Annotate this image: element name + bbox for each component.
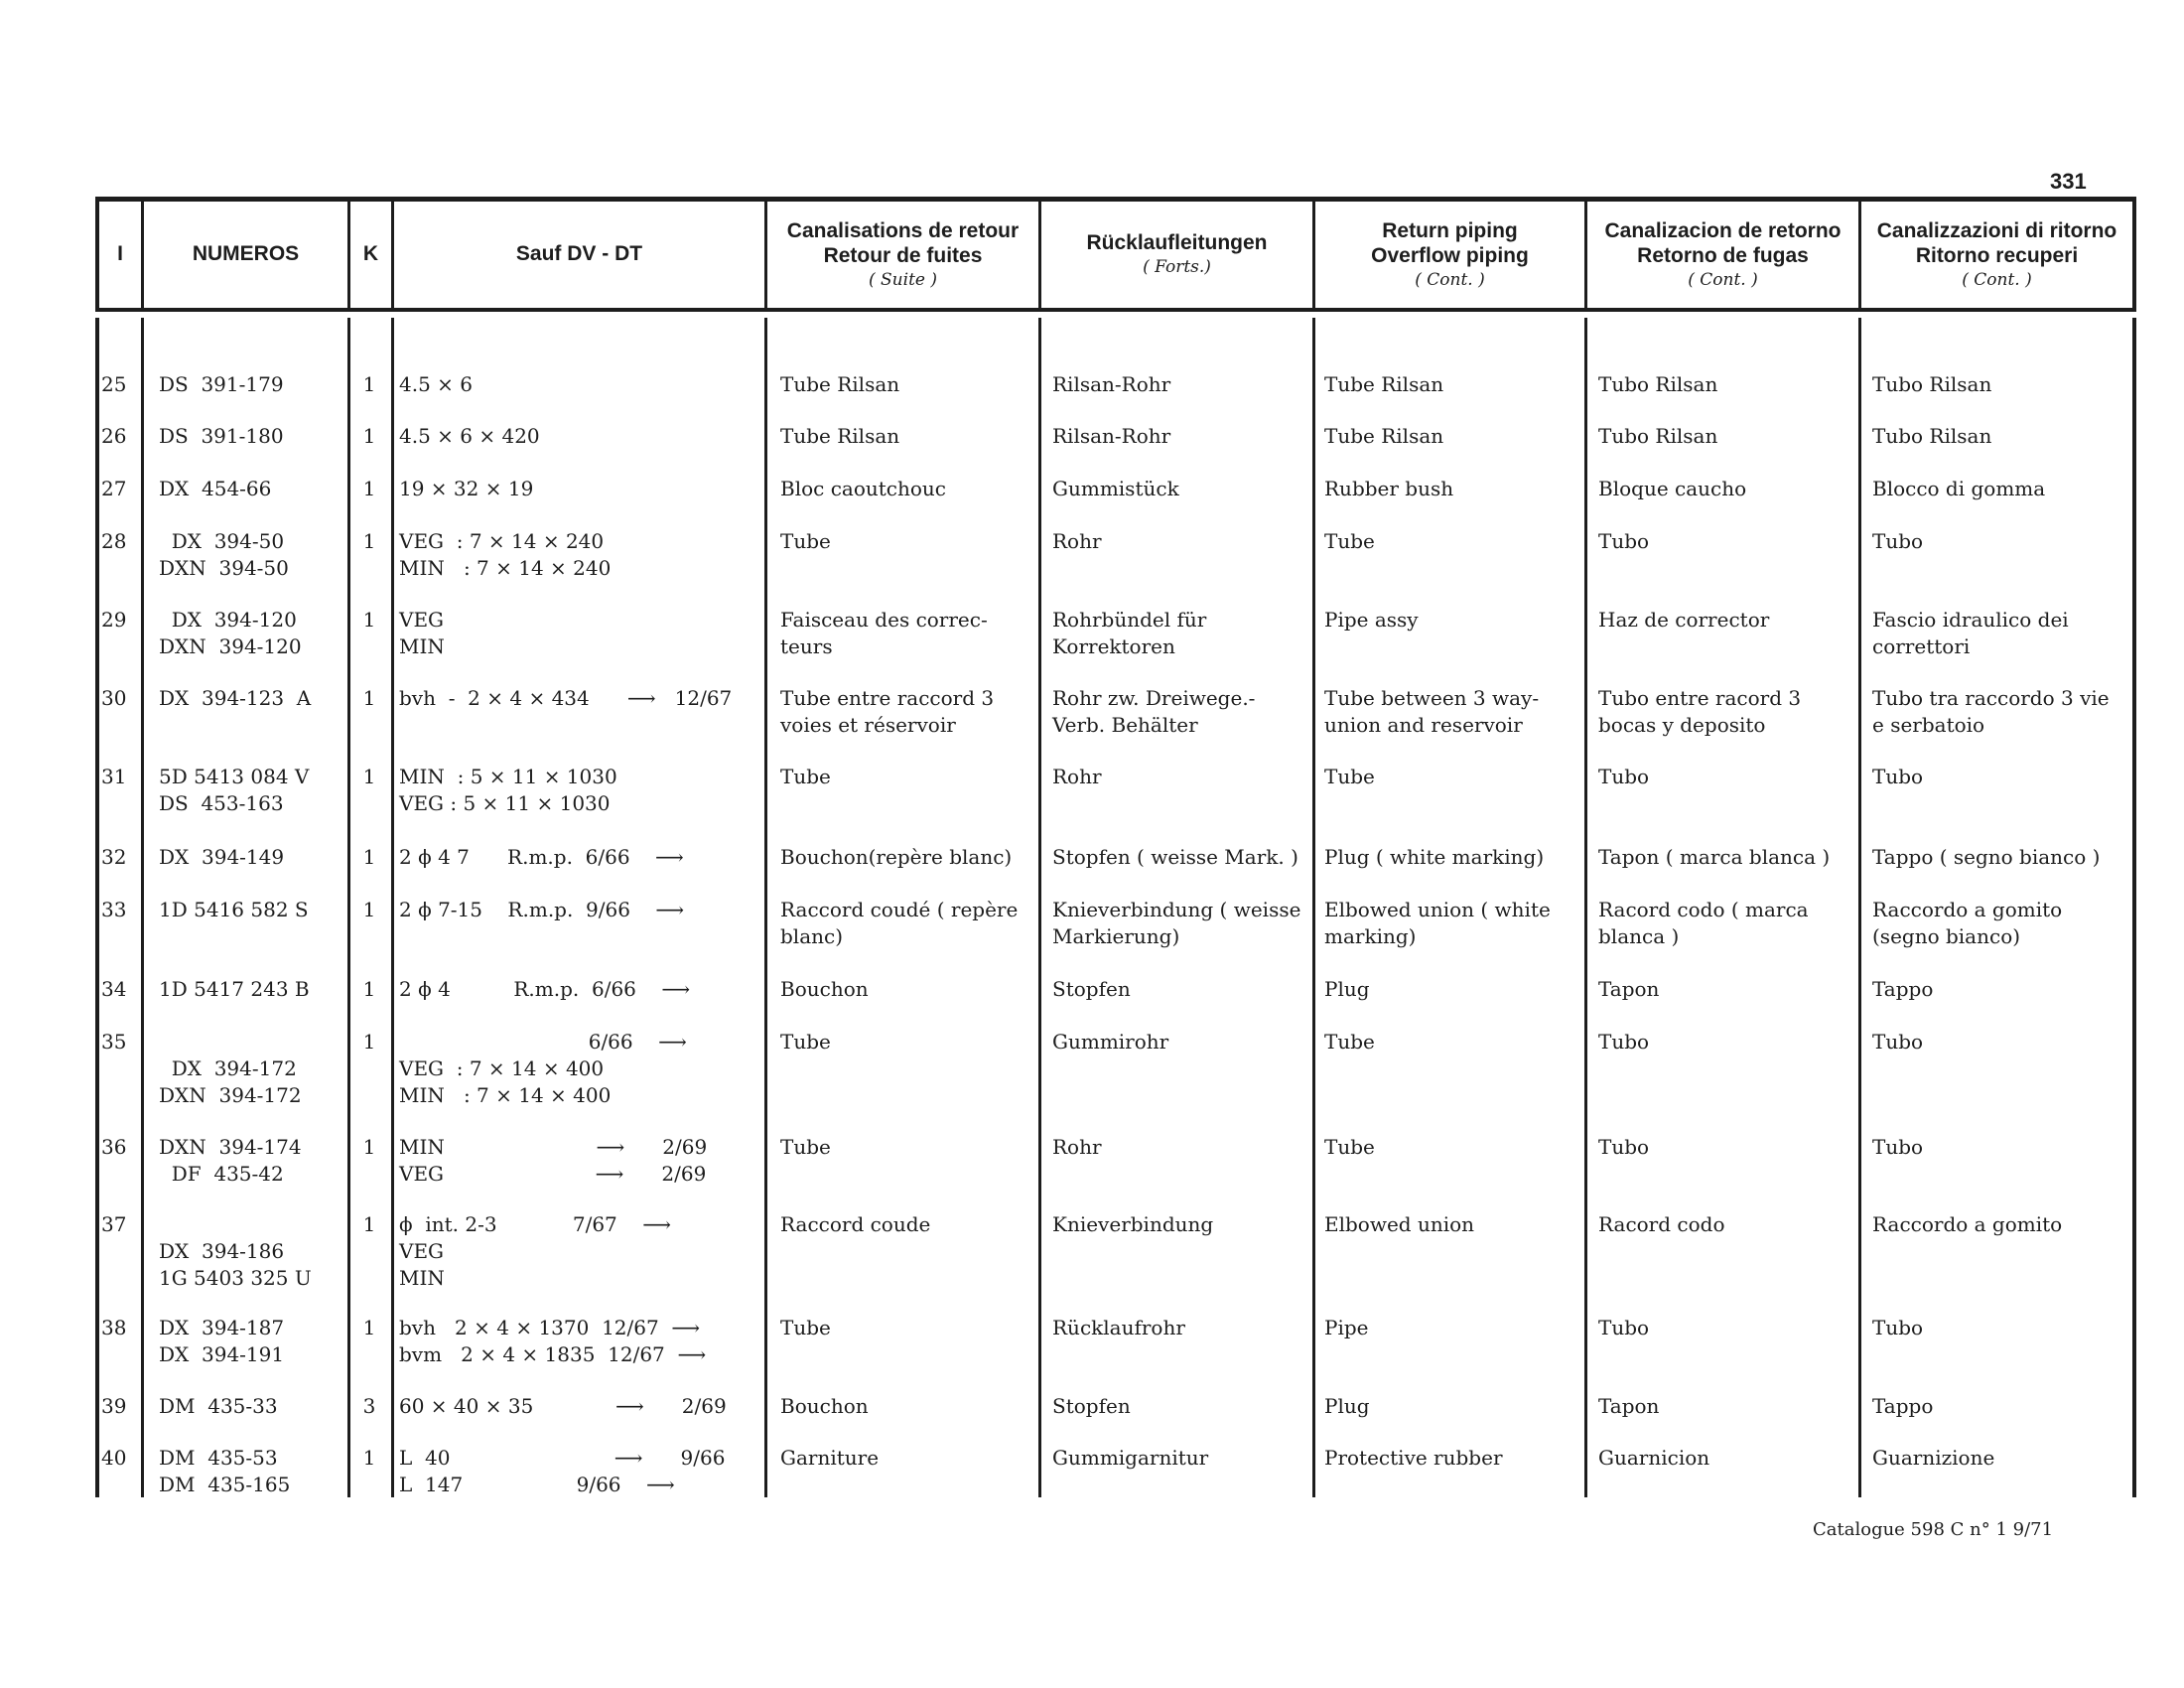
row-es: Bloque caucho: [1598, 477, 1747, 500]
row-de: Rohr: [1052, 1135, 1102, 1159]
row-index: 37: [101, 1212, 127, 1236]
row-de: Rohr zw. Dreiwege.- Verb. Behälter: [1052, 686, 1256, 737]
row-de: Gummistück: [1052, 477, 1179, 500]
row-de: Stopfen: [1052, 977, 1131, 1001]
row-it: Tappo: [1872, 1394, 1934, 1418]
row-fr: Tube Rilsan: [780, 372, 900, 396]
row-sauf: VEG : 7 × 14 × 240 MIN : 7 × 14 × 240: [399, 529, 612, 580]
row-de: Rohr: [1052, 529, 1102, 553]
header-fr-line2: Retour de fuites: [823, 243, 983, 267]
column-rule: [1584, 318, 1587, 1497]
row-numeros: DX 394-123 A: [159, 686, 312, 710]
row-sauf: MIN : 5 × 11 × 1030 VEG : 5 × 11 × 1030: [399, 765, 617, 815]
header-col-fr: [767, 201, 1038, 308]
row-fr: Bouchon: [780, 1394, 869, 1418]
row-index: 27: [101, 477, 127, 500]
row-sauf: bvh 2 × 4 × 1370 12/67 ⟶ bvm 2 × 4 × 1835 12/67 ⟶: [399, 1316, 707, 1366]
row-en: Tube: [1324, 1135, 1375, 1159]
row-es: Tubo: [1598, 765, 1650, 788]
column-rule: [141, 318, 144, 1497]
row-en: Tube between 3 way- union and reservoir: [1324, 686, 1540, 737]
row-sauf: 19 × 32 × 19: [399, 477, 534, 500]
column-rule: [1038, 318, 1041, 1497]
row-it: Raccordo a gomito: [1872, 1212, 2063, 1236]
row-index: 31: [101, 765, 127, 788]
header-col-sauf-label: Sauf DV - DT: [515, 242, 643, 266]
row-it: Raccordo a gomito (segno bianco): [1872, 898, 2063, 948]
row-index: 36: [101, 1135, 127, 1159]
row-de: Knieverbindung: [1052, 1212, 1214, 1236]
row-en: Plug: [1324, 977, 1370, 1001]
row-k: 1: [362, 1212, 376, 1236]
row-fr: Garniture: [780, 1446, 880, 1470]
row-en: Tube Rilsan: [1324, 372, 1444, 396]
header-col-numeros: [144, 201, 347, 308]
header-it-sub: ( Cont. ): [1962, 269, 2032, 290]
row-it: Tubo Rilsan: [1872, 424, 1992, 448]
row-fr: Tube: [780, 1316, 831, 1339]
header-col-k: [350, 201, 391, 308]
header-de-line1: Rücklaufleitungen: [1086, 231, 1268, 255]
row-numeros: DX 454-66: [159, 477, 272, 500]
row-en: Tube: [1324, 1030, 1375, 1054]
row-index: 32: [101, 845, 127, 869]
row-sauf: 2 ϕ 7-15 R.m.p. 9/66 ⟶: [399, 898, 685, 921]
row-de: Gummigarnitur: [1052, 1446, 1209, 1470]
row-index: 33: [101, 898, 127, 921]
row-en: Tube: [1324, 765, 1375, 788]
row-numeros: DX 394-149: [159, 845, 285, 869]
row-en: Tube Rilsan: [1324, 424, 1444, 448]
column-rule: [764, 318, 767, 1497]
page-number: 331: [2050, 169, 2087, 194]
row-it: Tappo ( segno bianco ): [1872, 845, 2101, 869]
row-en: Rubber bush: [1324, 477, 1454, 500]
catalogue-reference: Catalogue 598 C n° 1 9/71: [1813, 1519, 2054, 1540]
row-de: Knieverbindung ( weisse Markierung): [1052, 898, 1301, 948]
row-es: Tubo Rilsan: [1598, 424, 1718, 448]
row-numeros: DX 394-186 1G 5403 325 U: [159, 1239, 312, 1290]
row-index: 35: [101, 1030, 127, 1054]
row-numeros: DM 435-53 DM 435-165: [159, 1446, 291, 1496]
header-col-de: [1041, 201, 1312, 308]
row-sauf: MIN ⟶ 2/69 VEG ⟶ 2/69: [399, 1135, 708, 1186]
row-de: Rücklaufrohr: [1052, 1316, 1185, 1339]
parts-table: [95, 197, 2136, 1497]
header-en-line2: Overflow piping: [1371, 243, 1529, 267]
row-de: Stopfen: [1052, 1394, 1131, 1418]
row-numeros: 5D 5413 084 V DS 453-163: [159, 765, 310, 815]
header-en-line1: Return piping: [1382, 218, 1518, 242]
row-it: Blocco di gomma: [1872, 477, 2046, 500]
row-de: Rohrbündel für Korrektoren: [1052, 608, 1207, 658]
header-col-numeros-label: NUMEROS: [192, 242, 300, 266]
column-rule: [95, 318, 99, 1497]
row-numeros: DXN 394-174 DF 435-42: [159, 1135, 302, 1186]
row-it: Tappo: [1872, 977, 1934, 1001]
row-numeros: DM 435-33: [159, 1394, 278, 1418]
row-k: 1: [362, 898, 376, 921]
row-sauf: bvh - 2 × 4 × 434 ⟶ 12/67: [399, 686, 733, 710]
row-k: 1: [362, 608, 376, 632]
row-sauf: ϕ int. 2-3 7/67 ⟶ VEG MIN: [399, 1212, 671, 1290]
row-fr: Tube: [780, 1135, 831, 1159]
row-k: 1: [362, 477, 376, 500]
table-header-rule: [95, 308, 2136, 312]
row-en: Plug: [1324, 1394, 1370, 1418]
row-sauf: 60 × 40 × 35 ⟶ 2/69: [399, 1394, 727, 1418]
header-es-sub: ( Cont. ): [1688, 269, 1758, 290]
column-rule: [2132, 318, 2136, 1497]
row-it: Fascio idraulico dei correttori: [1872, 608, 2069, 658]
row-en: Protective rubber: [1324, 1446, 1503, 1470]
row-fr: Tube: [780, 1030, 831, 1054]
row-es: Tubo: [1598, 1030, 1650, 1054]
row-k: 1: [362, 1135, 376, 1159]
row-en: Elbowed union: [1324, 1212, 1475, 1236]
row-fr: Bloc caoutchouc: [780, 477, 946, 500]
row-index: 34: [101, 977, 127, 1001]
column-rule: [1312, 318, 1315, 1497]
row-fr: Raccord coude: [780, 1212, 931, 1236]
row-numeros: DX 394-187 DX 394-191: [159, 1316, 285, 1366]
row-sauf: L 40 ⟶ 9/66 L 147 9/66 ⟶: [399, 1446, 726, 1496]
row-it: Tubo: [1872, 1135, 1924, 1159]
row-sauf: 4.5 × 6 × 420: [399, 424, 540, 448]
row-k: 1: [362, 977, 376, 1001]
header-col-i: [99, 201, 141, 308]
row-es: Tubo entre racord 3 bocas y deposito: [1598, 686, 1802, 737]
row-k: 3: [362, 1394, 376, 1418]
row-k: 1: [362, 529, 376, 553]
row-numeros: 1D 5417 243 B: [159, 977, 310, 1001]
header-col-i-label: I: [117, 242, 123, 266]
row-sauf: 6/66 ⟶ VEG : 7 × 14 × 400 MIN : 7 × 14 × 400: [399, 1030, 687, 1107]
row-index: 40: [101, 1446, 127, 1470]
row-numeros: DX 394-120 DXN 394-120: [159, 608, 302, 658]
row-numeros: DX 394-50 DXN 394-50: [159, 529, 289, 580]
row-k: 1: [362, 1316, 376, 1339]
header-col-it: [1861, 201, 2132, 308]
row-fr: Tube Rilsan: [780, 424, 900, 448]
row-k: 1: [362, 372, 376, 396]
row-numeros: DS 391-179: [159, 372, 284, 396]
row-k: 1: [362, 845, 376, 869]
row-fr: Tube: [780, 765, 831, 788]
row-sauf: 4.5 × 6: [399, 372, 474, 396]
row-fr: Tube: [780, 529, 831, 553]
row-index: 25: [101, 372, 127, 396]
row-fr: Bouchon(repère blanc): [780, 845, 1013, 869]
column-rule: [391, 318, 394, 1497]
row-es: Tapon ( marca blanca ): [1598, 845, 1831, 869]
row-k: 1: [362, 686, 376, 710]
row-fr: Faisceau des correc- teurs: [780, 608, 988, 658]
row-numeros: DS 391-180: [159, 424, 284, 448]
row-es: Racord codo: [1598, 1212, 1725, 1236]
row-en: Plug ( white marking): [1324, 845, 1545, 869]
row-index: 26: [101, 424, 127, 448]
row-es: Guarnicion: [1598, 1446, 1710, 1470]
row-index: 38: [101, 1316, 127, 1339]
header-col-en: [1315, 201, 1584, 308]
row-k: 1: [362, 765, 376, 788]
header-col-es: [1587, 201, 1858, 308]
row-es: Tubo: [1598, 1316, 1650, 1339]
row-de: Rilsan-Rohr: [1052, 424, 1171, 448]
row-fr: Bouchon: [780, 977, 869, 1001]
header-fr-sub: ( Suite ): [869, 269, 937, 290]
row-index: 29: [101, 608, 127, 632]
row-de: Stopfen ( weisse Mark. ): [1052, 845, 1298, 869]
row-de: Rohr: [1052, 765, 1102, 788]
row-es: Tapon: [1598, 977, 1660, 1001]
header-es-line2: Retorno de fugas: [1637, 243, 1809, 267]
row-it: Tubo: [1872, 529, 1924, 553]
header-col-sauf: [394, 201, 764, 308]
row-index: 28: [101, 529, 127, 553]
row-fr: Raccord coudé ( repère blanc): [780, 898, 1019, 948]
row-it: Tubo Rilsan: [1872, 372, 1992, 396]
row-k: 1: [362, 1030, 376, 1054]
row-numeros: DX 394-172 DXN 394-172: [159, 1056, 302, 1107]
row-es: Tubo Rilsan: [1598, 372, 1718, 396]
row-it: Tubo tra raccordo 3 vie e serbatoio: [1872, 686, 2110, 737]
row-sauf: 2 ϕ 4 7 R.m.p. 6/66 ⟶: [399, 845, 684, 869]
row-es: Tapon: [1598, 1394, 1660, 1418]
row-sauf: 2 ϕ 4 R.m.p. 6/66 ⟶: [399, 977, 690, 1001]
header-it-line1: Canalizzazioni di ritorno: [1876, 218, 2117, 242]
header-de-sub: ( Forts.): [1143, 257, 1211, 278]
row-sauf: VEG MIN: [399, 608, 445, 658]
row-es: Haz de corrector: [1598, 608, 1770, 632]
row-es: Tubo: [1598, 529, 1650, 553]
header-en-sub: ( Cont. ): [1415, 269, 1485, 290]
row-en: Tube: [1324, 529, 1375, 553]
row-it: Guarnizione: [1872, 1446, 1995, 1470]
row-es: Racord codo ( marca blanca ): [1598, 898, 1809, 948]
row-index: 30: [101, 686, 127, 710]
column-rule: [2132, 197, 2136, 310]
row-en: Pipe: [1324, 1316, 1369, 1339]
row-it: Tubo: [1872, 1316, 1924, 1339]
row-fr: Tube entre raccord 3 voies et réservoir: [780, 686, 995, 737]
row-de: Gummirohr: [1052, 1030, 1169, 1054]
header-it-line2: Ritorno recuperi: [1915, 243, 2079, 267]
row-k: 1: [362, 424, 376, 448]
row-en: Pipe assy: [1324, 608, 1419, 632]
row-k: 1: [362, 1446, 376, 1470]
header-col-k-label: K: [362, 242, 379, 266]
row-en: Elbowed union ( white marking): [1324, 898, 1551, 948]
row-it: Tubo: [1872, 1030, 1924, 1054]
column-rule: [1858, 318, 1861, 1497]
header-es-line1: Canalizacion de retorno: [1604, 218, 1842, 242]
row-es: Tubo: [1598, 1135, 1650, 1159]
header-fr-line1: Canalisations de retour: [786, 218, 1020, 242]
row-de: Rilsan-Rohr: [1052, 372, 1171, 396]
row-numeros: 1D 5416 582 S: [159, 898, 309, 921]
row-it: Tubo: [1872, 765, 1924, 788]
row-index: 39: [101, 1394, 127, 1418]
